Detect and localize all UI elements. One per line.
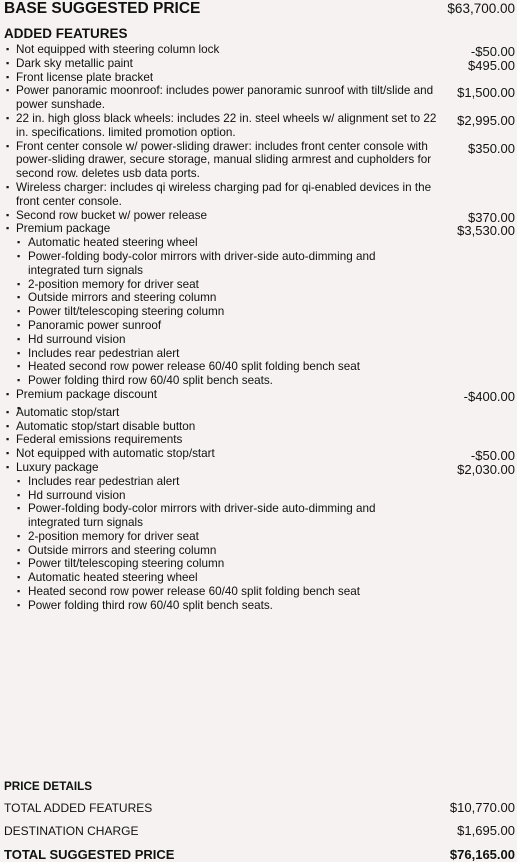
base-price-row xyxy=(4,0,515,18)
package-subitem: ▪ Hd surround vision xyxy=(0,333,517,347)
package-subitem: ▪ Hd surround vision xyxy=(0,489,517,503)
total-added-features-row xyxy=(4,800,515,815)
feature-item xyxy=(0,181,517,209)
feature-text: Dark sky metallic paint xyxy=(16,56,133,70)
feature-price: -$50.00 xyxy=(470,44,515,59)
feature-item xyxy=(0,388,517,402)
feature-text: Automatic stop/start disable button xyxy=(16,419,196,433)
feature-item xyxy=(0,420,517,434)
feature-price: $495.00 xyxy=(468,57,515,73)
feature-price: $350.00 xyxy=(468,140,515,156)
feature-item xyxy=(0,140,517,181)
package-subitem: ▪ Automatic heated steering wheel xyxy=(0,236,517,250)
feature-item xyxy=(0,222,517,239)
feature-text: Front center console w/ power-sliding drawer: includes front center console with power-sliding drawer, secure storage, manual sliding armrest and cupholders for second row. deletes usb data ports. xyxy=(16,139,432,181)
package-subitem: ▪ Automatic heated steering wheel xyxy=(0,571,517,585)
feature-text: 22 in. high gloss black wheels: includes 22 in. steel wheels w/ alignment set to 22 in. specifications. limited promotion option. xyxy=(16,111,437,139)
destination-charge-label: DESTINATION CHARGE xyxy=(4,824,139,838)
feature-text: Not equipped with steering column lock xyxy=(16,43,220,56)
feature-item xyxy=(0,209,517,223)
feature-text: Not equipped with automatic stop/start xyxy=(16,447,215,461)
feature-price: -$50.00 xyxy=(470,448,515,464)
price-details-title: PRICE DETAILS xyxy=(4,780,93,793)
total-suggested-price-value: $76,165.00 xyxy=(449,847,515,862)
feature-item xyxy=(0,461,517,475)
package-subitem: ▪ Heated second row power release 60/40 split folding bench seat xyxy=(0,585,517,599)
feature-price: $370.00 xyxy=(468,209,515,225)
feature-text: Automatic stop/start xyxy=(16,405,120,419)
feature-item xyxy=(0,112,517,140)
package-subitem: ▪ 2-position memory for driver seat xyxy=(0,278,517,292)
package-subitem: ▪ Includes rear pedestrian alert xyxy=(0,347,517,361)
feature-text: Luxury package xyxy=(16,460,99,474)
feature-text: Premium package xyxy=(16,222,111,236)
base-price-label: BASE SUGGESTED PRICE xyxy=(4,0,201,17)
feature-item xyxy=(0,433,517,447)
feature-text: Front license plate bracket xyxy=(16,70,154,84)
total-added-features-value: $10,770.00 xyxy=(449,800,515,815)
added-features-title: ADDED FEATURES xyxy=(4,26,128,41)
feature-text: Federal emissions requirements xyxy=(16,433,183,447)
feature-price: $2,030.00 xyxy=(457,461,515,477)
feature-item xyxy=(0,447,517,464)
package-subitem: ▪ Power tilt/telescoping steering column xyxy=(0,305,517,319)
total-added-features-label: TOTAL ADDED FEATURES xyxy=(4,801,153,815)
package-subitem: ▪ Power folding third row 60/40 split bench seats. xyxy=(0,374,517,388)
package-subitem: ▪ Power folding third row 60/40 split bench seats. xyxy=(0,599,517,613)
feature-price: $1,500.00 xyxy=(457,85,515,101)
features-list xyxy=(0,43,517,613)
feature-text: Premium package discount xyxy=(16,387,157,401)
feature-price: $3,530.00 xyxy=(457,223,515,239)
feature-text: Wireless charger: includes qi wireless charging pad for qi-enabled devices in the front center console. xyxy=(16,180,432,208)
destination-charge-value: $1,695.00 xyxy=(457,823,515,838)
package-subitem: ▪ Power tilt/telescoping steering column xyxy=(0,557,517,571)
feature-item xyxy=(0,43,517,57)
feature-price: $2,995.00 xyxy=(457,112,515,128)
package-subitem: ▪ Panoramic power sunroof xyxy=(0,319,517,333)
feature-item xyxy=(0,71,517,85)
package-subitem: ▪ Includes rear pedestrian alert xyxy=(0,475,517,489)
feature-text: Power panoramic moonroof: includes power panoramic sunroof with tilt/slide and power sunshade. xyxy=(16,84,434,112)
base-price-value: $63,700.00 xyxy=(447,1,515,16)
feature-item xyxy=(0,57,517,71)
feature-item xyxy=(0,84,517,112)
package-subitem: ▪ 2-position memory for driver seat xyxy=(0,530,517,544)
package-subitem: ▪ Heated second row power release 60/40 split folding bench seat xyxy=(0,360,517,374)
package-subitem: ▪ Outside mirrors and steering column xyxy=(0,544,517,558)
destination-charge-row xyxy=(4,823,515,838)
feature-text: Second row bucket w/ power release xyxy=(16,208,207,222)
total-suggested-price-label: TOTAL SUGGESTED PRICE xyxy=(4,847,175,862)
package-subitem: ▪ Power-folding body-color mirrors with driver-side auto-dimming and integrated turn signals xyxy=(0,502,517,530)
total-suggested-price-row xyxy=(4,847,515,862)
feature-price: -$400.00 xyxy=(463,388,515,404)
package-subitem: ▪ Power-folding body-color mirrors with driver-side auto-dimming and integrated turn signals xyxy=(0,250,517,278)
package-subitem: ▪ Outside mirrors and steering column xyxy=(0,291,517,305)
feature-item xyxy=(0,406,517,420)
